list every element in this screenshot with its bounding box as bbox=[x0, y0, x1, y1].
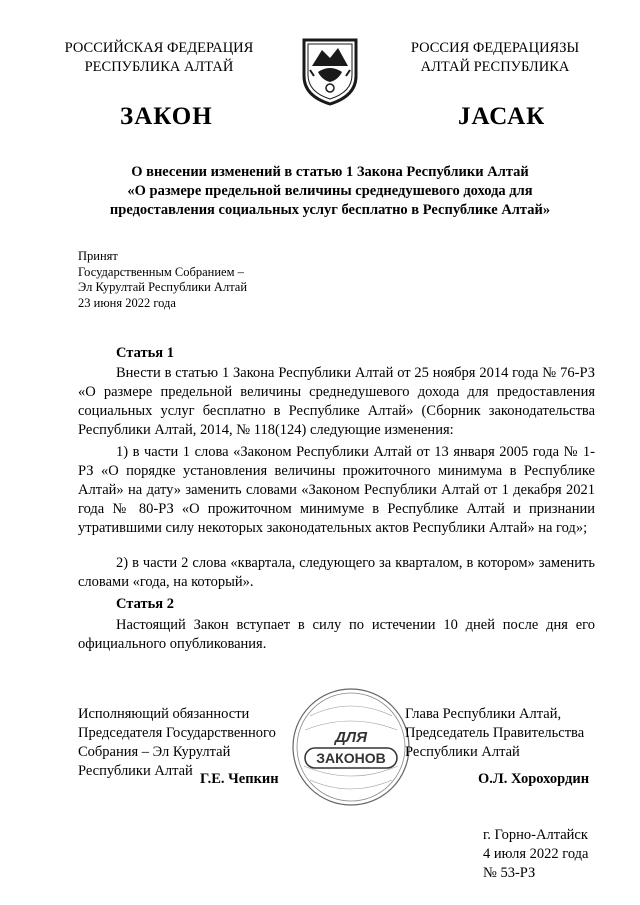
article1-item2: 2) в части 2 слова «квартала, следующего за кварталом, в котором» заменить словами «года, на который». bbox=[78, 555, 595, 590]
footer-place: г. Горно-Алтайск bbox=[483, 827, 588, 843]
article1-title: Статья 1 bbox=[116, 345, 174, 361]
article2-paragraph: Настоящий Закон вступает в силу по истечении 10 дней после дня его официального опубликования. bbox=[78, 617, 595, 652]
official-stamp bbox=[290, 686, 412, 808]
law-title-line2: «О размере предельной величины среднедушевого дохода для bbox=[127, 183, 533, 199]
signature-left-line1: Исполняющий обязанности bbox=[78, 706, 250, 722]
article2-title: Статья 2 bbox=[116, 596, 174, 612]
signature-left bbox=[78, 705, 293, 781]
law-title-line3: предоставления социальных услуг бесплатно в Республике Алтай» bbox=[109, 202, 551, 218]
header-right-line2: АЛТАЙ РЕСПУБЛИКА bbox=[420, 59, 570, 75]
signature-left-line2: Председателя Государственного bbox=[78, 725, 276, 741]
header-right bbox=[370, 39, 620, 77]
law-word-altai: JАСАК bbox=[458, 103, 546, 130]
law-title-line1: О внесении изменений в статью 1 Закона Республики Алтай bbox=[131, 164, 529, 180]
footer-number: № 53-РЗ bbox=[483, 865, 536, 881]
signature-left-line4: Республики Алтай bbox=[78, 763, 193, 779]
signatory-left-name: Г.Е. Чепкин bbox=[200, 771, 279, 787]
adoption-line1: Принят bbox=[78, 249, 118, 263]
law-word-russian: ЗАКОН bbox=[120, 103, 213, 130]
signature-left-line3: Собрания – Эл Курултай bbox=[78, 744, 231, 760]
adoption-line3: Эл Курултай Республики Алтай bbox=[78, 280, 248, 294]
header-left bbox=[34, 39, 284, 77]
header-right-line1: РОССИЯ ФЕДЕРАЦИЯЗЫ bbox=[410, 40, 580, 56]
article1-paragraph: Внести в статью 1 Закона Республики Алтай от 25 ноября 2014 года № 76-РЗ «О размере предельной величины среднедушевого дохода для предоставления социальных услуг бесплатно в Республике Алтай» (Сборник законодательства Республики Алтай, 2014, № 118(124) следующие изменения: bbox=[78, 365, 595, 438]
adoption-date: 23 июня 2022 года bbox=[78, 295, 176, 310]
law-title bbox=[60, 163, 600, 220]
header-left-line2: РЕСПУБЛИКА АЛТАЙ bbox=[84, 59, 234, 75]
signature-right-line1: Глава Республики Алтай, bbox=[405, 706, 562, 722]
footer-block bbox=[483, 826, 589, 883]
stamp-word1: ДЛЯ bbox=[334, 729, 368, 746]
stamp-word2: ЗАКОНОВ bbox=[316, 750, 386, 766]
signature-right-line3: Республики Алтай bbox=[405, 744, 520, 760]
signatory-right-name: О.Л. Хорохордин bbox=[478, 771, 590, 787]
article1-item1: 1) в части 1 слова «Законом Республики Алтай от 13 января 2005 года № 1-РЗ «О порядке установления величины прожиточного минимума в Республике Алтай» на дату» заменить словами «Законом Республики Алтай от 1 декабря 2021 года № 80-РЗ «О прожиточном минимуме в Республике Алтай и признании утратившими силу некоторых законодательных актов Республики Алтай» на год»; bbox=[78, 444, 595, 536]
header-left-line1: РОССИЙСКАЯ ФЕДЕРАЦИЯ bbox=[64, 40, 254, 56]
adoption-line2: Государственным Собранием – bbox=[78, 264, 244, 279]
signature-right bbox=[405, 705, 605, 762]
footer-date: 4 июля 2022 года bbox=[483, 846, 589, 862]
signature-right-line2: Председатель Правительства bbox=[405, 725, 585, 741]
coat-of-arms-icon bbox=[298, 36, 362, 106]
adoption-note bbox=[78, 249, 247, 311]
